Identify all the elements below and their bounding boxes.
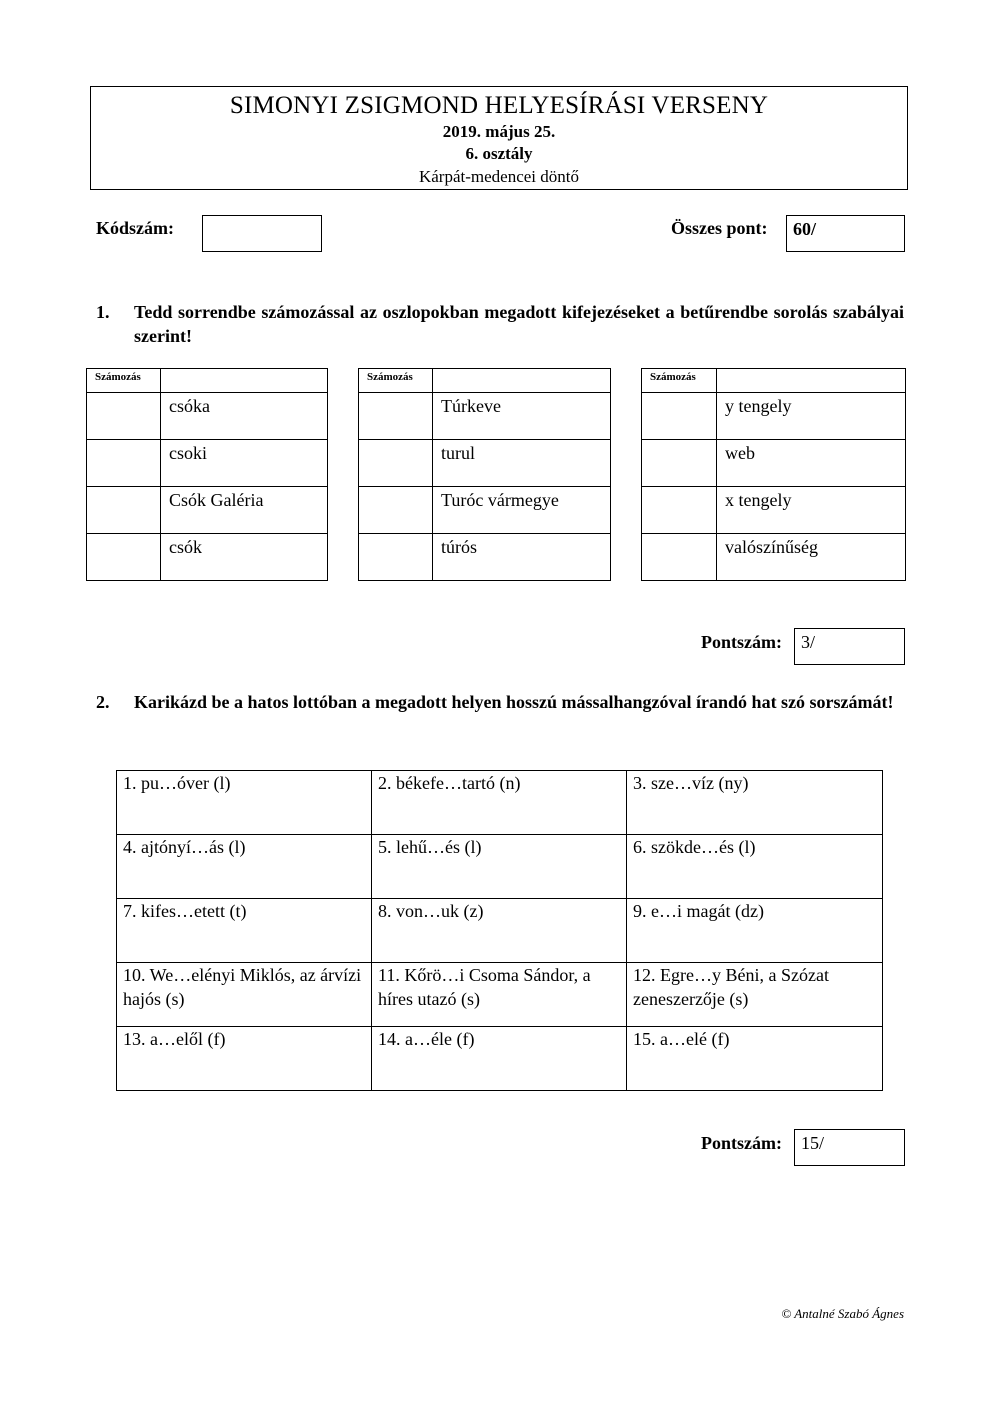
task-2-score-label: Pontszám: [701,1133,782,1153]
contest-title: SIMONYI ZSIGMOND HELYESÍRÁSI VERSENY [229,92,769,119]
task-2-number: 2. [96,692,110,712]
lotto-cell[interactable]: 6. szökde…és (l) [627,835,883,899]
numbering-cell[interactable] [87,440,161,487]
numbering-cell[interactable] [359,534,433,581]
task-2 [96,690,904,740]
word-cell: Turóc vármegye [433,487,611,534]
total-score-label: Összes pont: [671,218,768,238]
word-cell: Csók Galéria [161,487,328,534]
lotto-cell[interactable]: 7. kifes…etett (t) [117,899,372,963]
numbering-cell[interactable] [359,393,433,440]
code-field[interactable] [202,215,322,252]
task-1-instruction: Tedd sorrendbe számozással az oszlopokban megadott kifejezéseket a betűrendbe sorolás szabályai szerint! [134,302,904,346]
lotto-cell[interactable]: 11. Kőrö…i Csoma Sándor, a híres utazó (s) [372,963,627,1027]
word-cell: csóka [161,393,328,440]
word-cell: túrós [433,534,611,581]
lotto-cell[interactable]: 12. Egre…y Béni, a Szózat zeneszerzője (s) [627,963,883,1027]
lotto-cell[interactable]: 14. a…éle (f) [372,1027,627,1091]
numbering-cell[interactable] [642,534,717,581]
word-cell: x tengely [717,487,906,534]
sort-table-2 [358,368,611,581]
numbering-cell[interactable] [642,393,717,440]
contest-date: 2019. május 25. [442,122,556,141]
task-1-score-label: Pontszám: [701,632,782,652]
sort-table-1 [86,368,328,581]
numbering-header: Számozás [87,369,161,393]
word-cell: csók [161,534,328,581]
word-cell: web [717,440,906,487]
header-box [90,86,908,190]
lotto-cell[interactable]: 5. lehű…és (l) [372,835,627,899]
total-score-field[interactable]: 60/ [786,215,905,252]
word-cell: y tengely [717,393,906,440]
numbering-cell[interactable] [87,534,161,581]
sort-table-3 [641,368,906,581]
numbering-cell[interactable] [359,440,433,487]
lotto-cell[interactable]: 13. a…elől (f) [117,1027,372,1091]
contest-round: Kárpát-medencei döntő [418,167,579,186]
task-1 [96,300,904,350]
numbering-header: Számozás [359,369,433,393]
word-cell: Túrkeve [433,393,611,440]
task-2-score-field[interactable]: 15/ [794,1129,905,1166]
lotto-cell[interactable]: 1. pu…óver (l) [117,771,372,835]
lotto-cell[interactable]: 9. e…i magát (dz) [627,899,883,963]
code-label: Kódszám: [96,218,174,238]
word-cell: valószínűség [717,534,906,581]
contest-grade: 6. osztály [465,144,533,163]
word-cell: csoki [161,440,328,487]
numbering-header: Számozás [642,369,717,393]
numbering-cell[interactable] [359,487,433,534]
task-1-number: 1. [96,302,110,322]
lotto-table [116,770,883,1091]
lotto-cell[interactable]: 8. von…uk (z) [372,899,627,963]
word-cell: turul [433,440,611,487]
numbering-cell[interactable] [642,440,717,487]
task-1-score-field[interactable]: 3/ [794,628,905,665]
task-2-instruction: Karikázd be a hatos lottóban a megadott helyen hosszú mássalhangzóval írandó hat szó sorszámát! [134,692,894,712]
lotto-cell[interactable]: 3. sze…víz (ny) [627,771,883,835]
lotto-cell[interactable]: 10. We…elényi Miklós, az árvízi hajós (s) [117,963,372,1027]
numbering-cell[interactable] [87,393,161,440]
numbering-cell[interactable] [87,487,161,534]
numbering-cell[interactable] [642,487,717,534]
lotto-cell[interactable]: 15. a…elé (f) [627,1027,883,1091]
lotto-cell[interactable]: 4. ajtónyí…ás (l) [117,835,372,899]
lotto-cell[interactable]: 2. békefe…tartó (n) [372,771,627,835]
copyright-notice: © Antalné Szabó Ágnes [781,1306,904,1321]
